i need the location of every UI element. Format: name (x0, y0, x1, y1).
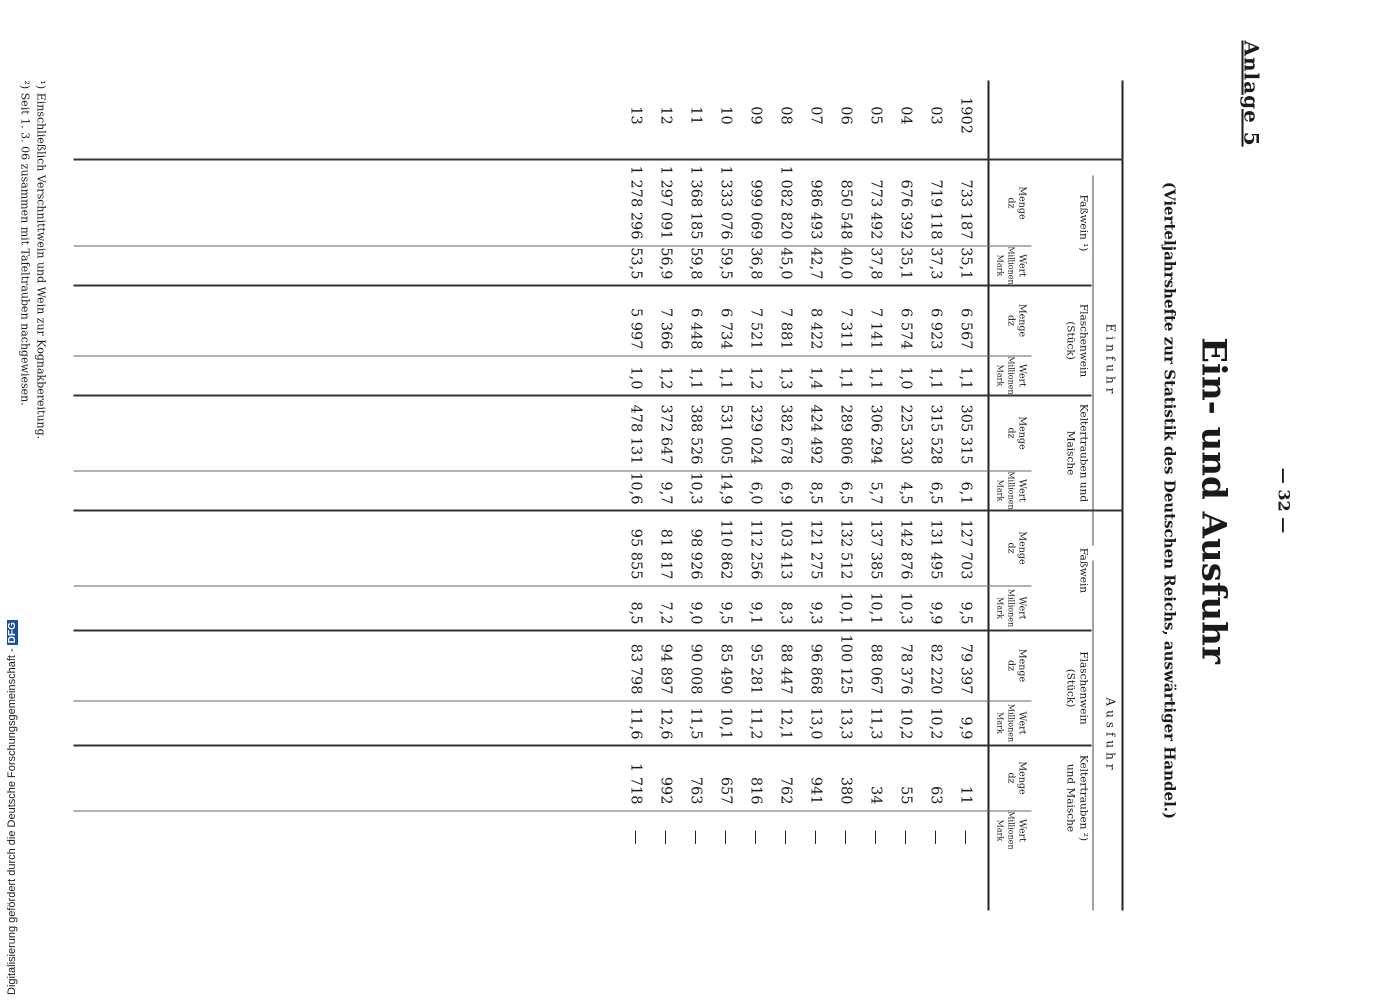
wert-cell: 10,1 (717, 706, 733, 739)
wert-cell: 9,9 (927, 600, 943, 624)
wert-cell: 5,7 (867, 480, 883, 504)
group-ausfuhr-rule (1092, 560, 1093, 910)
annex-label: Anlage 5 (1239, 40, 1263, 147)
wert-cell: 1,2 (747, 365, 763, 389)
wert-header: Wert Millionen Mark (995, 470, 1027, 510)
menge-cell: 121 275 (807, 519, 823, 579)
menge-cell: 82 220 (927, 643, 943, 694)
menge-cell: 992 (657, 776, 673, 804)
menge-cell: 79 397 (957, 643, 973, 694)
menge-cell: 850 548 (837, 179, 853, 239)
menge-cell: 289 806 (837, 404, 853, 464)
wert-header: Wert Millionen Mark (995, 810, 1027, 850)
table-header-rule (987, 80, 989, 910)
wert-cell: 10,1 (837, 591, 853, 624)
menge-cell: 424 492 (807, 404, 823, 464)
wert-cell: — (807, 829, 823, 844)
year-cell: 07 (807, 105, 823, 125)
menge-cell: 95 281 (747, 643, 763, 694)
wert-cell: 12,6 (657, 706, 673, 739)
menge-cell: 1 718 (627, 762, 643, 804)
wert-cell: 37,8 (867, 246, 883, 279)
menge-cell: 719 118 (927, 179, 943, 239)
menge-cell: 372 647 (657, 404, 673, 464)
menge-cell: 142 876 (897, 519, 913, 579)
wert-cell: 1,0 (627, 365, 643, 389)
wert-cell: 11,6 (627, 706, 643, 739)
wert-cell: 1,1 (957, 365, 973, 389)
wert-cell: 8,3 (777, 600, 793, 624)
document-subtitle: (Vierteljahrshefte zur Statistik des Deutschen Reichs, auswärtiger Handel.) (1160, 181, 1178, 819)
menge-cell: 112 256 (747, 519, 763, 579)
wert-header: Wert Millionen Mark (995, 588, 1027, 627)
wert-cell: 1,1 (867, 365, 883, 389)
menge-cell: 305 315 (957, 404, 973, 464)
wert-cell: 35,1 (957, 246, 973, 279)
menge-cell: 6 448 (687, 307, 703, 349)
menge-cell: 7 311 (837, 307, 853, 349)
wert-cell: 10,2 (897, 706, 913, 739)
wert-cell: 1,0 (897, 365, 913, 389)
year-cell: 10 (717, 105, 733, 125)
wert-cell: 1,2 (657, 365, 673, 389)
menge-header: Menge dz (1005, 530, 1027, 565)
menge-cell: 132 512 (837, 519, 853, 579)
table-top-rule (1121, 80, 1123, 910)
menge-cell: 773 492 (867, 179, 883, 239)
menge-cell: 329 024 (747, 404, 763, 464)
wert-cell: — (657, 829, 673, 844)
menge-cell: 1 368 185 (687, 165, 703, 239)
year-cell: 04 (897, 105, 913, 125)
wert-cell: — (957, 829, 973, 844)
menge-cell: 5 997 (627, 307, 643, 349)
menge-cell: 999 069 (747, 179, 763, 239)
menge-cell: 137 385 (867, 519, 883, 579)
wert-cell: 4,5 (897, 480, 913, 504)
menge-header: Menge dz (1005, 185, 1027, 220)
menge-cell: 94 897 (657, 643, 673, 694)
wert-cell: 7,2 (657, 600, 673, 624)
menge-cell: 382 678 (777, 404, 793, 464)
menge-cell: 131 495 (927, 519, 943, 579)
footnote-1: ¹) Einschließlich Verschnittwein und Wein zur Kognakbereitung. (34, 80, 47, 439)
menge-cell: 95 855 (627, 528, 643, 579)
menge-cell: 225 330 (897, 404, 913, 464)
menge-cell: 762 (777, 776, 793, 804)
menge-cell: 7 881 (777, 307, 793, 349)
year-cell: 13 (627, 105, 643, 125)
wert-cell: 37,3 (927, 246, 943, 279)
menge-cell: 380 (837, 776, 853, 804)
menge-cell: 478 131 (627, 404, 643, 464)
wert-cell: 8,5 (627, 600, 643, 624)
menge-cell: 78 376 (897, 643, 913, 694)
wert-cell: — (927, 829, 943, 844)
menge-header: Menge dz (1005, 303, 1027, 337)
menge-cell: 81 817 (657, 528, 673, 579)
footnotes (16, 80, 48, 910)
wert-cell: 1,1 (837, 365, 853, 389)
menge-cell: 1 297 091 (657, 165, 673, 239)
subgroup-header: Flaschenwein (Stück) (1064, 303, 1089, 377)
wert-cell: 14,9 (717, 471, 733, 504)
document-title: Ein- und Ausfuhr (1193, 336, 1233, 664)
value-rule (73, 810, 1031, 811)
dfg-logo: DFG (7, 622, 18, 644)
wert-cell: 10,1 (867, 591, 883, 624)
value-rule (73, 470, 1031, 471)
wert-cell: 11,2 (747, 706, 763, 739)
menge-cell: 6 734 (717, 307, 733, 349)
wert-cell: 42,7 (807, 246, 823, 279)
footnote-2: ²) Seit 1. 3. 06 zusammen mit Tafeltrauben nachgewiesen. (18, 80, 31, 406)
subgroup-header: Keltertrauben ²) und Maische (1064, 754, 1089, 841)
subgroup-header: Flaschenwein (Stück) (1064, 650, 1089, 725)
menge-cell: 55 (897, 785, 913, 804)
value-rule (73, 245, 1031, 246)
menge-cell: 88 447 (777, 643, 793, 694)
value-rule (73, 585, 1031, 586)
value-rule (73, 355, 1031, 356)
wert-cell: — (687, 829, 703, 844)
wert-cell: 10,2 (927, 706, 943, 739)
wert-cell: 6,9 (777, 480, 793, 504)
wert-header: Wert Millionen Mark (995, 355, 1027, 395)
menge-cell: 110 862 (717, 519, 733, 579)
menge-cell: 1 278 296 (627, 165, 643, 239)
menge-cell: 6 923 (927, 307, 943, 349)
menge-cell: 763 (687, 776, 703, 804)
wert-cell: — (897, 829, 913, 844)
wert-cell: 1,1 (717, 365, 733, 389)
wert-cell: 9,9 (957, 715, 973, 739)
subgroup-header: Faßwein ¹) (1077, 194, 1089, 251)
menge-cell: 103 413 (777, 519, 793, 579)
wert-header: Wert Millionen Mark (995, 245, 1027, 285)
group-ausfuhr: Ausfuhr (1103, 696, 1117, 774)
menge-cell: 127 703 (957, 519, 973, 579)
menge-cell: 1 333 076 (717, 165, 733, 239)
group-einfuhr-rule (1092, 175, 1093, 545)
wert-cell: 9,7 (657, 480, 673, 504)
trade-table (93, 80, 1123, 910)
menge-cell: 676 392 (897, 179, 913, 239)
menge-cell: 6 574 (897, 307, 913, 349)
menge-cell: 816 (747, 776, 763, 804)
wert-cell: 9,5 (717, 600, 733, 624)
page-number: — 32 — (1274, 467, 1293, 533)
wert-cell: 45,0 (777, 246, 793, 279)
wert-cell: 59,8 (687, 246, 703, 279)
year-cell: 08 (777, 105, 793, 125)
menge-header: Menge dz (1005, 760, 1027, 795)
funding-note-text: Digitalisierung gefördert durch die Deutsche Forschungsgemeinschaft - (6, 648, 18, 995)
menge-cell: 315 528 (927, 404, 943, 464)
menge-cell: 96 868 (807, 643, 823, 694)
group-einfuhr: Einfuhr (1103, 323, 1117, 397)
value-rule (73, 700, 1031, 701)
wert-cell: 9,0 (687, 600, 703, 624)
wert-cell: 10,3 (687, 471, 703, 504)
wert-cell: 13,0 (807, 706, 823, 739)
wert-cell: 8,5 (807, 480, 823, 504)
year-cell: 11 (687, 105, 703, 125)
wert-cell: 1,1 (927, 365, 943, 389)
menge-cell: 7 366 (657, 307, 673, 349)
wert-cell: 6,5 (927, 480, 943, 504)
menge-cell: 85 490 (717, 643, 733, 694)
year-cell: 1902 (957, 96, 973, 134)
menge-header: Menge dz (1005, 415, 1027, 450)
wert-cell: — (627, 829, 643, 844)
subgroup-header: Keltertrauben und Maische (1064, 403, 1089, 502)
menge-cell: 7 521 (747, 307, 763, 349)
wert-cell: 9,1 (747, 600, 763, 624)
wert-header: Wert Millionen Mark (995, 703, 1027, 742)
menge-cell: 388 526 (687, 404, 703, 464)
menge-cell: 306 294 (867, 404, 883, 464)
menge-cell: 98 926 (687, 528, 703, 579)
wert-cell: 56,9 (657, 246, 673, 279)
wert-cell: 13,3 (837, 706, 853, 739)
menge-cell: 7 141 (867, 307, 883, 349)
wert-cell: 1,4 (807, 365, 823, 389)
wert-cell: 40,0 (837, 246, 853, 279)
menge-cell: 90 008 (687, 643, 703, 694)
year-cell: 12 (657, 105, 673, 125)
menge-cell: 1 082 820 (777, 165, 793, 239)
wert-cell: 11,5 (687, 706, 703, 739)
wert-cell: 53,5 (627, 246, 643, 279)
wert-cell: 35,1 (897, 246, 913, 279)
wert-cell: — (717, 829, 733, 844)
funding-note (6, 620, 18, 995)
year-cell: 05 (867, 105, 883, 125)
year-cell: 06 (837, 105, 853, 125)
menge-cell: 941 (807, 776, 823, 804)
menge-cell: 88 067 (867, 643, 883, 694)
menge-cell: 83 798 (627, 643, 643, 694)
wert-cell: 9,5 (957, 600, 973, 624)
year-cell: 03 (927, 105, 943, 125)
menge-header: Menge dz (1005, 648, 1027, 682)
menge-cell: 100 125 (837, 634, 853, 694)
wert-cell: — (867, 829, 883, 844)
menge-cell: 733 187 (957, 179, 973, 239)
wert-cell: 9,3 (807, 600, 823, 624)
wert-cell: 6,0 (747, 480, 763, 504)
wert-cell: 1,1 (687, 365, 703, 389)
menge-cell: 531 005 (717, 404, 733, 464)
wert-cell: 59,5 (717, 246, 733, 279)
menge-cell: 6 567 (957, 307, 973, 349)
year-cell: 09 (747, 105, 763, 125)
wert-cell: — (837, 829, 853, 844)
menge-cell: 986 493 (807, 179, 823, 239)
subgroup-header: Faßwein (1077, 547, 1089, 593)
menge-cell: 11 (957, 785, 973, 804)
menge-cell: 8 422 (807, 307, 823, 349)
wert-cell: — (777, 829, 793, 844)
wert-cell: 6,5 (837, 480, 853, 504)
wert-cell: 6,1 (957, 480, 973, 504)
menge-cell: 657 (717, 776, 733, 804)
wert-cell: 11,3 (867, 706, 883, 739)
wert-cell: 10,3 (897, 591, 913, 624)
wert-cell: 36,8 (747, 246, 763, 279)
wert-cell: 12,1 (777, 706, 793, 739)
wert-cell: — (747, 829, 763, 844)
wert-cell: 10,6 (627, 471, 643, 504)
wert-cell: 1,3 (777, 365, 793, 389)
menge-cell: 63 (927, 785, 943, 804)
menge-cell: 34 (867, 785, 883, 804)
